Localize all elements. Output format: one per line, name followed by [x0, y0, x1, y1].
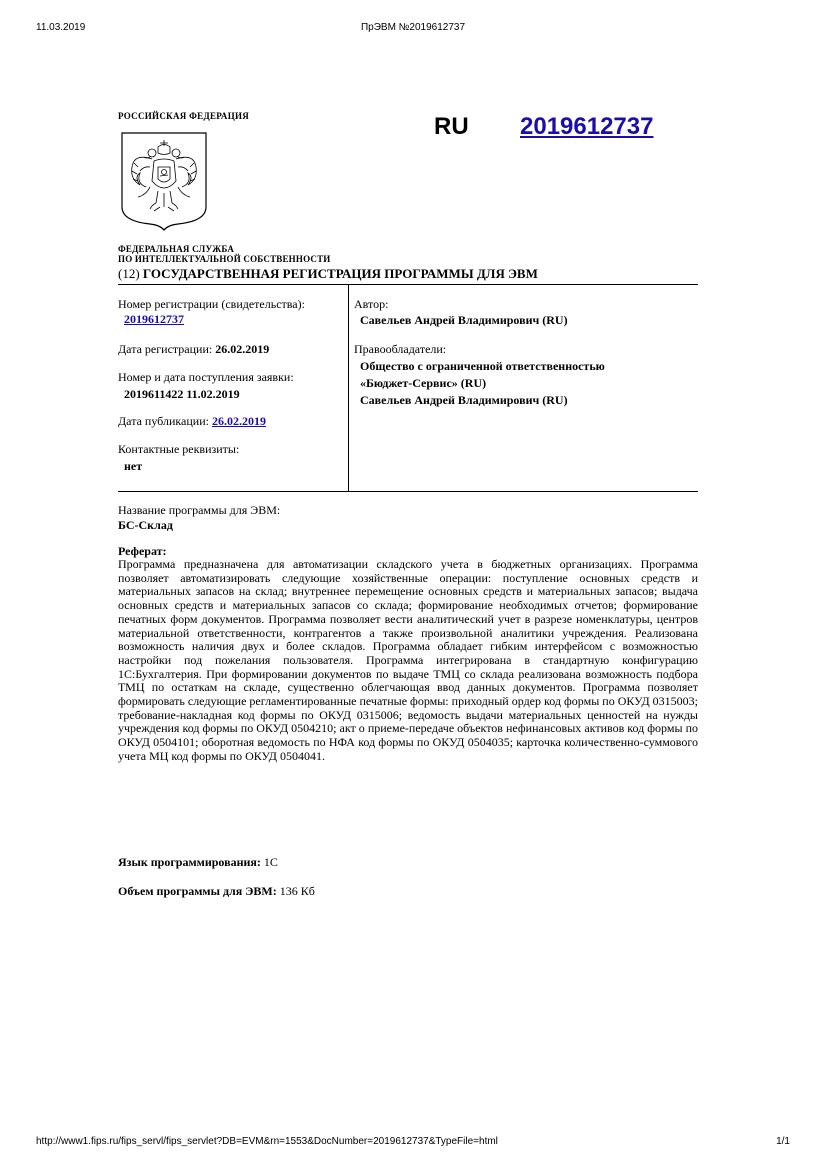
language-label: Язык программирования: — [118, 855, 261, 869]
size-value: 136 Кб — [279, 884, 315, 898]
application-value: 2019611422 11.02.2019 — [124, 387, 240, 401]
holder-1-line-2: «Бюджет-Сервис» (RU) — [360, 376, 487, 390]
document-type — [118, 266, 538, 282]
holder-2: Савельев Андрей Владимирович (RU) — [360, 393, 568, 407]
author-label: Автор: — [354, 297, 389, 311]
reg-date-value: 26.02.2019 — [215, 342, 270, 356]
registration-right-column — [354, 285, 698, 408]
agency-line-2: ПО ИНТЕЛЛЕКТУАЛЬНОЙ СОБСТВЕННОСТИ — [118, 254, 331, 264]
program-title: БС-Склад — [118, 518, 173, 532]
application-label: Номер и дата поступления заявки: — [118, 370, 294, 384]
coat-of-arms-icon — [120, 131, 208, 231]
reg-number-label: Номер регистрации (свидетельства): — [118, 297, 305, 311]
reg-date-row — [118, 342, 346, 357]
print-title: ПрЭВМ №2019612737 — [360, 22, 466, 33]
holders-label: Правообладатели: — [354, 342, 447, 356]
reg-number-link[interactable]: 2019612737 — [124, 312, 184, 326]
reg-number-cell — [118, 312, 346, 327]
document-type-code: (12) — [118, 266, 140, 281]
contacts-value: нет — [124, 459, 143, 473]
registration-table — [118, 284, 698, 492]
document-type-title: ГОСУДАРСТВЕННАЯ РЕГИСТРАЦИЯ ПРОГРАММЫ ДЛЯ ЭВМ — [142, 266, 538, 281]
holder-1-line-1: Общество с ограниченной ответственностью — [360, 359, 605, 373]
print-date: 11.03.2019 — [36, 22, 86, 33]
print-page-number: 1/1 — [776, 1136, 790, 1147]
publication-label: Дата публикации: — [118, 414, 209, 428]
abstract-label: Реферат: — [118, 544, 167, 558]
table-divider — [348, 285, 349, 491]
document-number-link[interactable]: 2019612737 — [520, 113, 654, 140]
publication-date-link[interactable]: 26.02.2019 — [211, 414, 266, 428]
agency-line-1: ФЕДЕРАЛЬНАЯ СЛУЖБА — [118, 244, 235, 254]
size-row — [118, 884, 315, 899]
publication-row — [118, 414, 346, 429]
reg-date-label: Дата регистрации: — [118, 342, 213, 356]
contacts-label: Контактные реквизиты: — [118, 442, 240, 456]
language-row — [118, 855, 278, 870]
language-value: 1С — [263, 855, 278, 869]
country-name: РОССИЙСКАЯ ФЕДЕРАЦИЯ — [118, 111, 250, 121]
program-title-label: Название программы для ЭВМ: — [118, 503, 281, 517]
registration-left-column — [118, 285, 346, 474]
size-label: Объем программы для ЭВМ: — [118, 884, 277, 898]
abstract-text: Программа предназначена для автоматизации складского учета в бюджетных организациях. Программа позволяет автоматизировать следующие хозяйственные операции: поступление основных средств и материальных запасов на склад; внутреннее перемещение основных средств и материальных запасов; выдача основных средств и материальных запасов со склада; формирование необходимых отчетов; формирование печатных форм документов. Программа позволяет вести аналитический учет в разрезе номенклатуры, центров материальной ответственности, контрагентов а также произвольной аналитики учреждения. Реализована возможность наличия двух и более складов. Программа обладает гибким интерфейсом с возможностью настройки под пожелания пользователя. Программа интегрирована в стандартную конфигурацию 1С:Бухгалтерия. При формировании документов по выдаче ТМЦ со склада реализована возможность подбора ТМЦ по остаткам на складе, существенно облегчающая ввод данных документов. Программа позволяет формировать следующие регламентированные печатные формы: приходный ордер код формы по ОКУД 0315003; требование-накладная код формы по ОКУД 0315006; ведомость выдачи материальных ценностей на нужды учреждения код формы по ОКУД 0504210; акт о приеме-передаче объектов нефинансовых активов код формы по ОКУД 0504101; оборотная ведомость по НФА код формы по ОКУД 0504035; карточка количественно-суммового учета МЦ код формы по ОКУД 0504041. — [118, 557, 698, 763]
print-url: http://www1.fips.ru/fips_servl/fips_servlet?DB=EVM&rn=1553&DocNumber=2019612737&TypeFile=html — [36, 1136, 498, 1147]
country-code: RU — [434, 113, 469, 140]
author-value: Савельев Андрей Владимирович (RU) — [360, 313, 568, 327]
agency-name — [118, 244, 331, 264]
